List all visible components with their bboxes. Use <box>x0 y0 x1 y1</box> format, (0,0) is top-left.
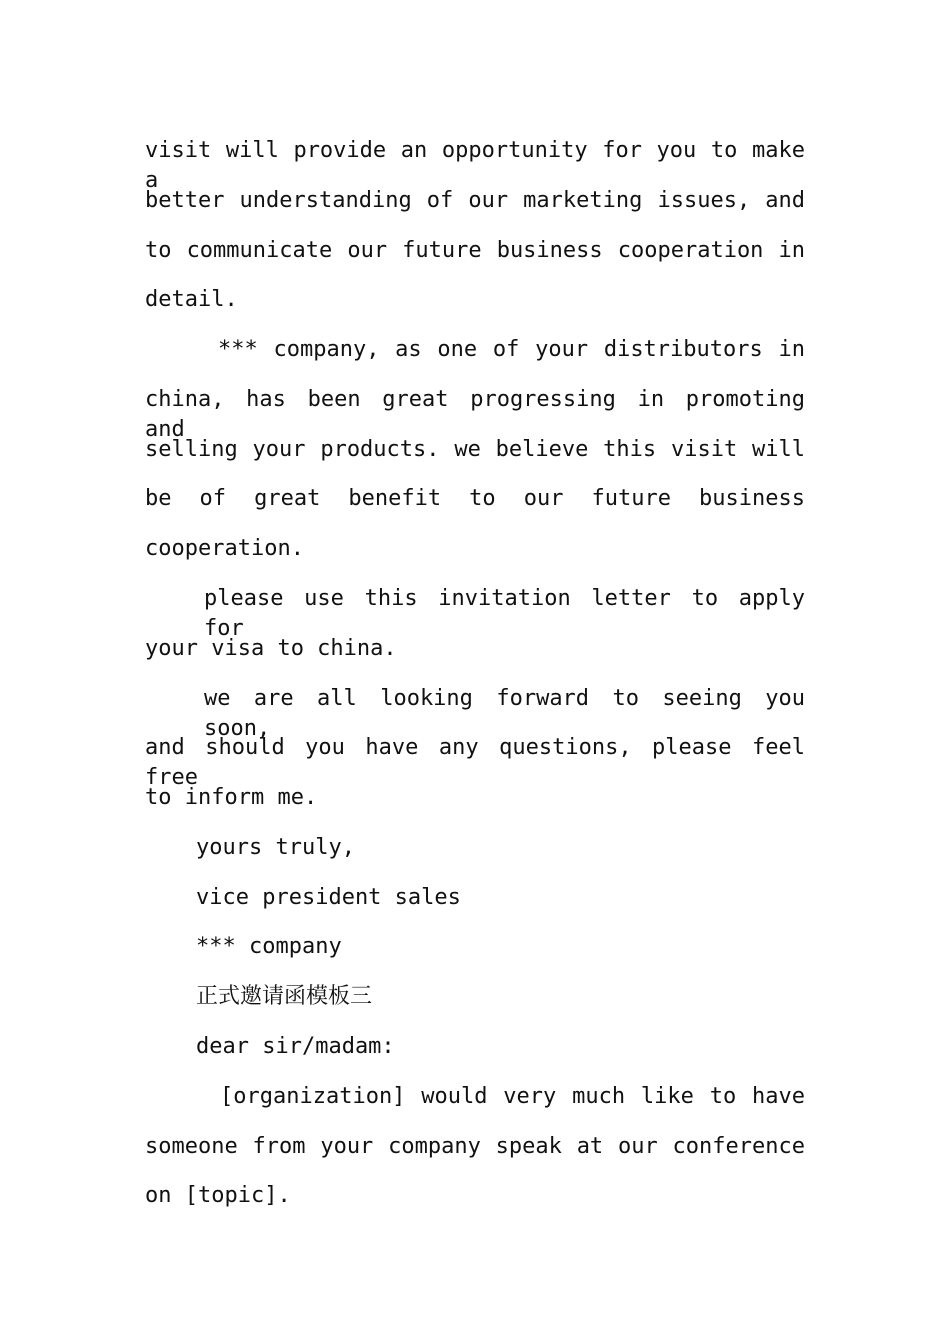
paragraph-line: cooperation. <box>145 536 304 561</box>
signature-title: vice president sales <box>196 885 461 910</box>
paragraph-line: selling your products. we believe this visit will <box>145 437 805 462</box>
paragraph-line: detail. <box>145 287 238 312</box>
section-heading: 正式邀请函模板三 <box>196 984 373 1009</box>
paragraph-line: please use this invitation letter to apply for <box>204 586 805 641</box>
paragraph-line: we are all looking forward to seeing you soon, <box>204 686 805 741</box>
paragraph-line: visit will provide an opportunity for you to make a <box>145 138 805 193</box>
salutation: dear sir/madam: <box>196 1034 395 1059</box>
paragraph-line: and should you have any questions, please feel free <box>145 735 805 790</box>
signature-line: yours truly, <box>196 835 355 860</box>
paragraph-line: to communicate our future business cooperation in <box>145 238 805 263</box>
paragraph-line: to inform me. <box>145 785 318 810</box>
paragraph-line: on [topic]. <box>145 1183 291 1208</box>
paragraph-line: someone from your company speak at our conference <box>145 1134 805 1159</box>
paragraph-line: your visa to china. <box>145 636 397 661</box>
paragraph-line: *** company, as one of your distributors in <box>218 337 805 362</box>
paragraph-line: better understanding of our marketing issues, and <box>145 188 805 213</box>
paragraph-line: be of great benefit to our future business <box>145 486 805 511</box>
paragraph-line: [organization] would very much like to have <box>220 1084 805 1109</box>
paragraph-line: china, has been great progressing in promoting and <box>145 387 805 442</box>
signature-company: *** company <box>196 934 342 959</box>
